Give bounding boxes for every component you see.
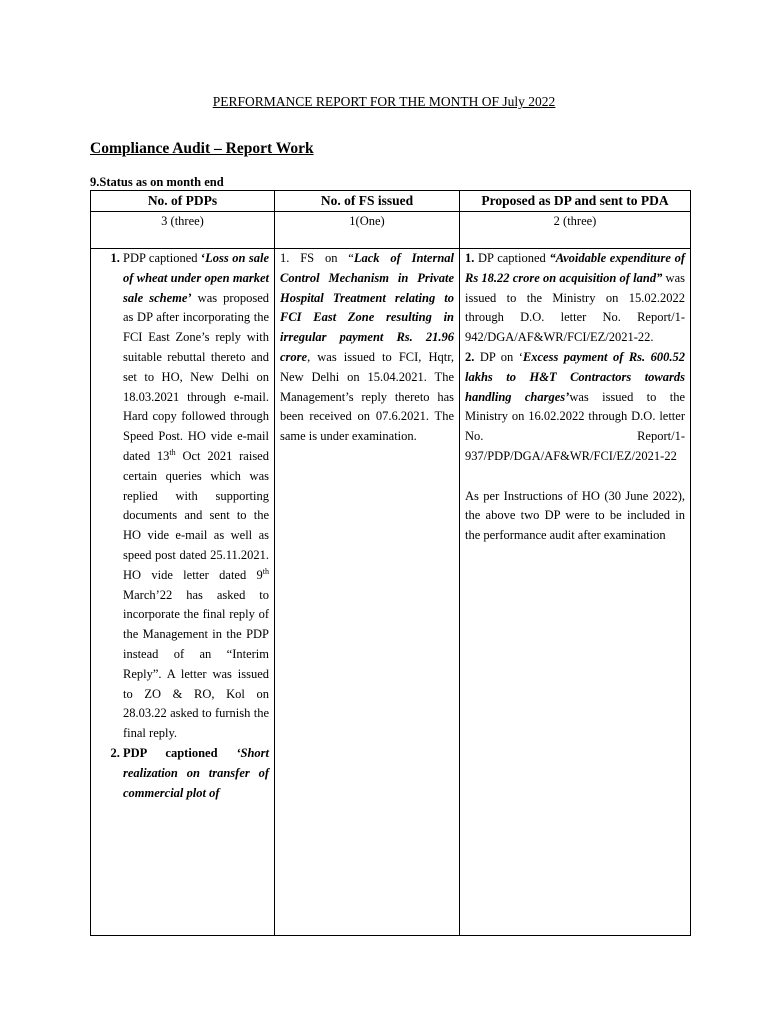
dp-paragraph-1 xyxy=(465,249,685,348)
header-fs-issued: No. of FS issued xyxy=(275,191,460,212)
pdp-item-1-quote: ‘ xyxy=(200,251,206,265)
pdp-item-1-sup-2: th xyxy=(262,566,269,576)
pdp-item-2-lead: PDP captioned xyxy=(123,745,237,760)
pdp-item-1-caption: Loss on sale of wheat under open market sale scheme’ xyxy=(123,251,269,305)
status-label: 9.Status as on month end xyxy=(90,175,224,189)
pdp-item-1-lead: PDP captioned xyxy=(123,251,201,265)
header-pdps: No. of PDPs xyxy=(91,191,275,212)
pdp-list xyxy=(96,249,269,803)
dp-2-lead: DP on ‘ xyxy=(474,349,523,364)
dp-paragraph-2 xyxy=(465,348,685,467)
dp-paragraph-3: As per Instructions of HO (30 June 2022), the above two DP were to be included in the performance audit after examination xyxy=(465,488,685,543)
fs-lead: 1. FS on “ xyxy=(280,251,354,265)
count-pdps: 3 (three) xyxy=(91,212,275,249)
pdps-cell xyxy=(91,249,275,936)
count-fs-issued: 1(One) xyxy=(275,212,460,249)
pdp-item-2-caption: ‘Short realization on transfer of commercial plot of xyxy=(123,745,269,800)
pdp-item-1-text-b: Oct 2021 raised certain queries which was replied with supporting documents and sent to the HO vide e-mail as well as speed post dated 25.11.2021. HO vide letter dated 9 xyxy=(123,448,269,582)
table-content-row xyxy=(91,249,691,936)
table-count-row xyxy=(91,212,691,249)
dp-1-number: 1. xyxy=(465,251,475,265)
pdp-item-1-text-c: March’22 has asked to incorporate the final reply of the Management in the PDP instead of an “Interim Reply”. A letter was issued to ZO & RO, Kol on 28.03.22 asked to furnish the final reply. xyxy=(123,587,269,741)
dp-2-caption: Excess payment of Rs. 600.52 lakhs to H&T Contractors towards handling charges’ xyxy=(465,349,685,404)
pdp-item-1-text-a: was proposed as DP after incorporating the FCI East Zone’s reply with suitable rebuttal thereto and set to HO, New Delhi on 18.03.2021 through e-mail. Hard copy followed through Speed Post. HO vide e-mail dated 13 xyxy=(123,290,270,463)
fs-paragraph xyxy=(280,249,454,447)
count-proposed-dp: 2 (three) xyxy=(460,212,691,249)
dp-1-lead: DP captioned xyxy=(474,251,550,265)
fs-text: , was issued to FCI, Hqtr, New Delhi on 15.04.2021. The Management’s reply thereto has been received on 07.6.2021. The same is under examination. xyxy=(280,349,454,444)
header-proposed-dp: Proposed as DP and sent to PDA xyxy=(460,191,691,212)
dp-2-number: 2. xyxy=(465,349,475,364)
table-header-row xyxy=(91,191,691,212)
fs-cell xyxy=(275,249,460,936)
dp-1-caption: “Avoidable expenditure of Rs 18.22 crore on acquisition of land” xyxy=(465,251,685,285)
dp-1-text: was issued to the Ministry on 15.02.2022 through D.O. letter No. Report/1-942/DGA/AF&WR/FCI/EZ/2021-22. xyxy=(465,270,685,345)
pdp-item-2 xyxy=(123,744,269,803)
dp-2-text: was issued to the Ministry on 16.02.2022 through D.O. letter No. Report/1-937/PDP/DGA/AF&WR/FCI/EZ/2021-22 xyxy=(465,389,685,463)
report-title: PERFORMANCE REPORT FOR THE MONTH OF July 2022 xyxy=(212,94,556,109)
pdp-item-1 xyxy=(123,249,269,744)
status-table xyxy=(90,190,691,936)
paragraph-gap xyxy=(465,467,685,487)
pdp-item-1-sup-1: th xyxy=(169,447,176,457)
dp-cell xyxy=(460,249,691,936)
fs-caption: Lack of Internal Control Mechanism in Private Hospital Treatment relating to FCI East Zone resulting in irregular payment Rs. 21.96 crore xyxy=(280,251,454,364)
section-heading: Compliance Audit – Report Work xyxy=(90,140,314,157)
